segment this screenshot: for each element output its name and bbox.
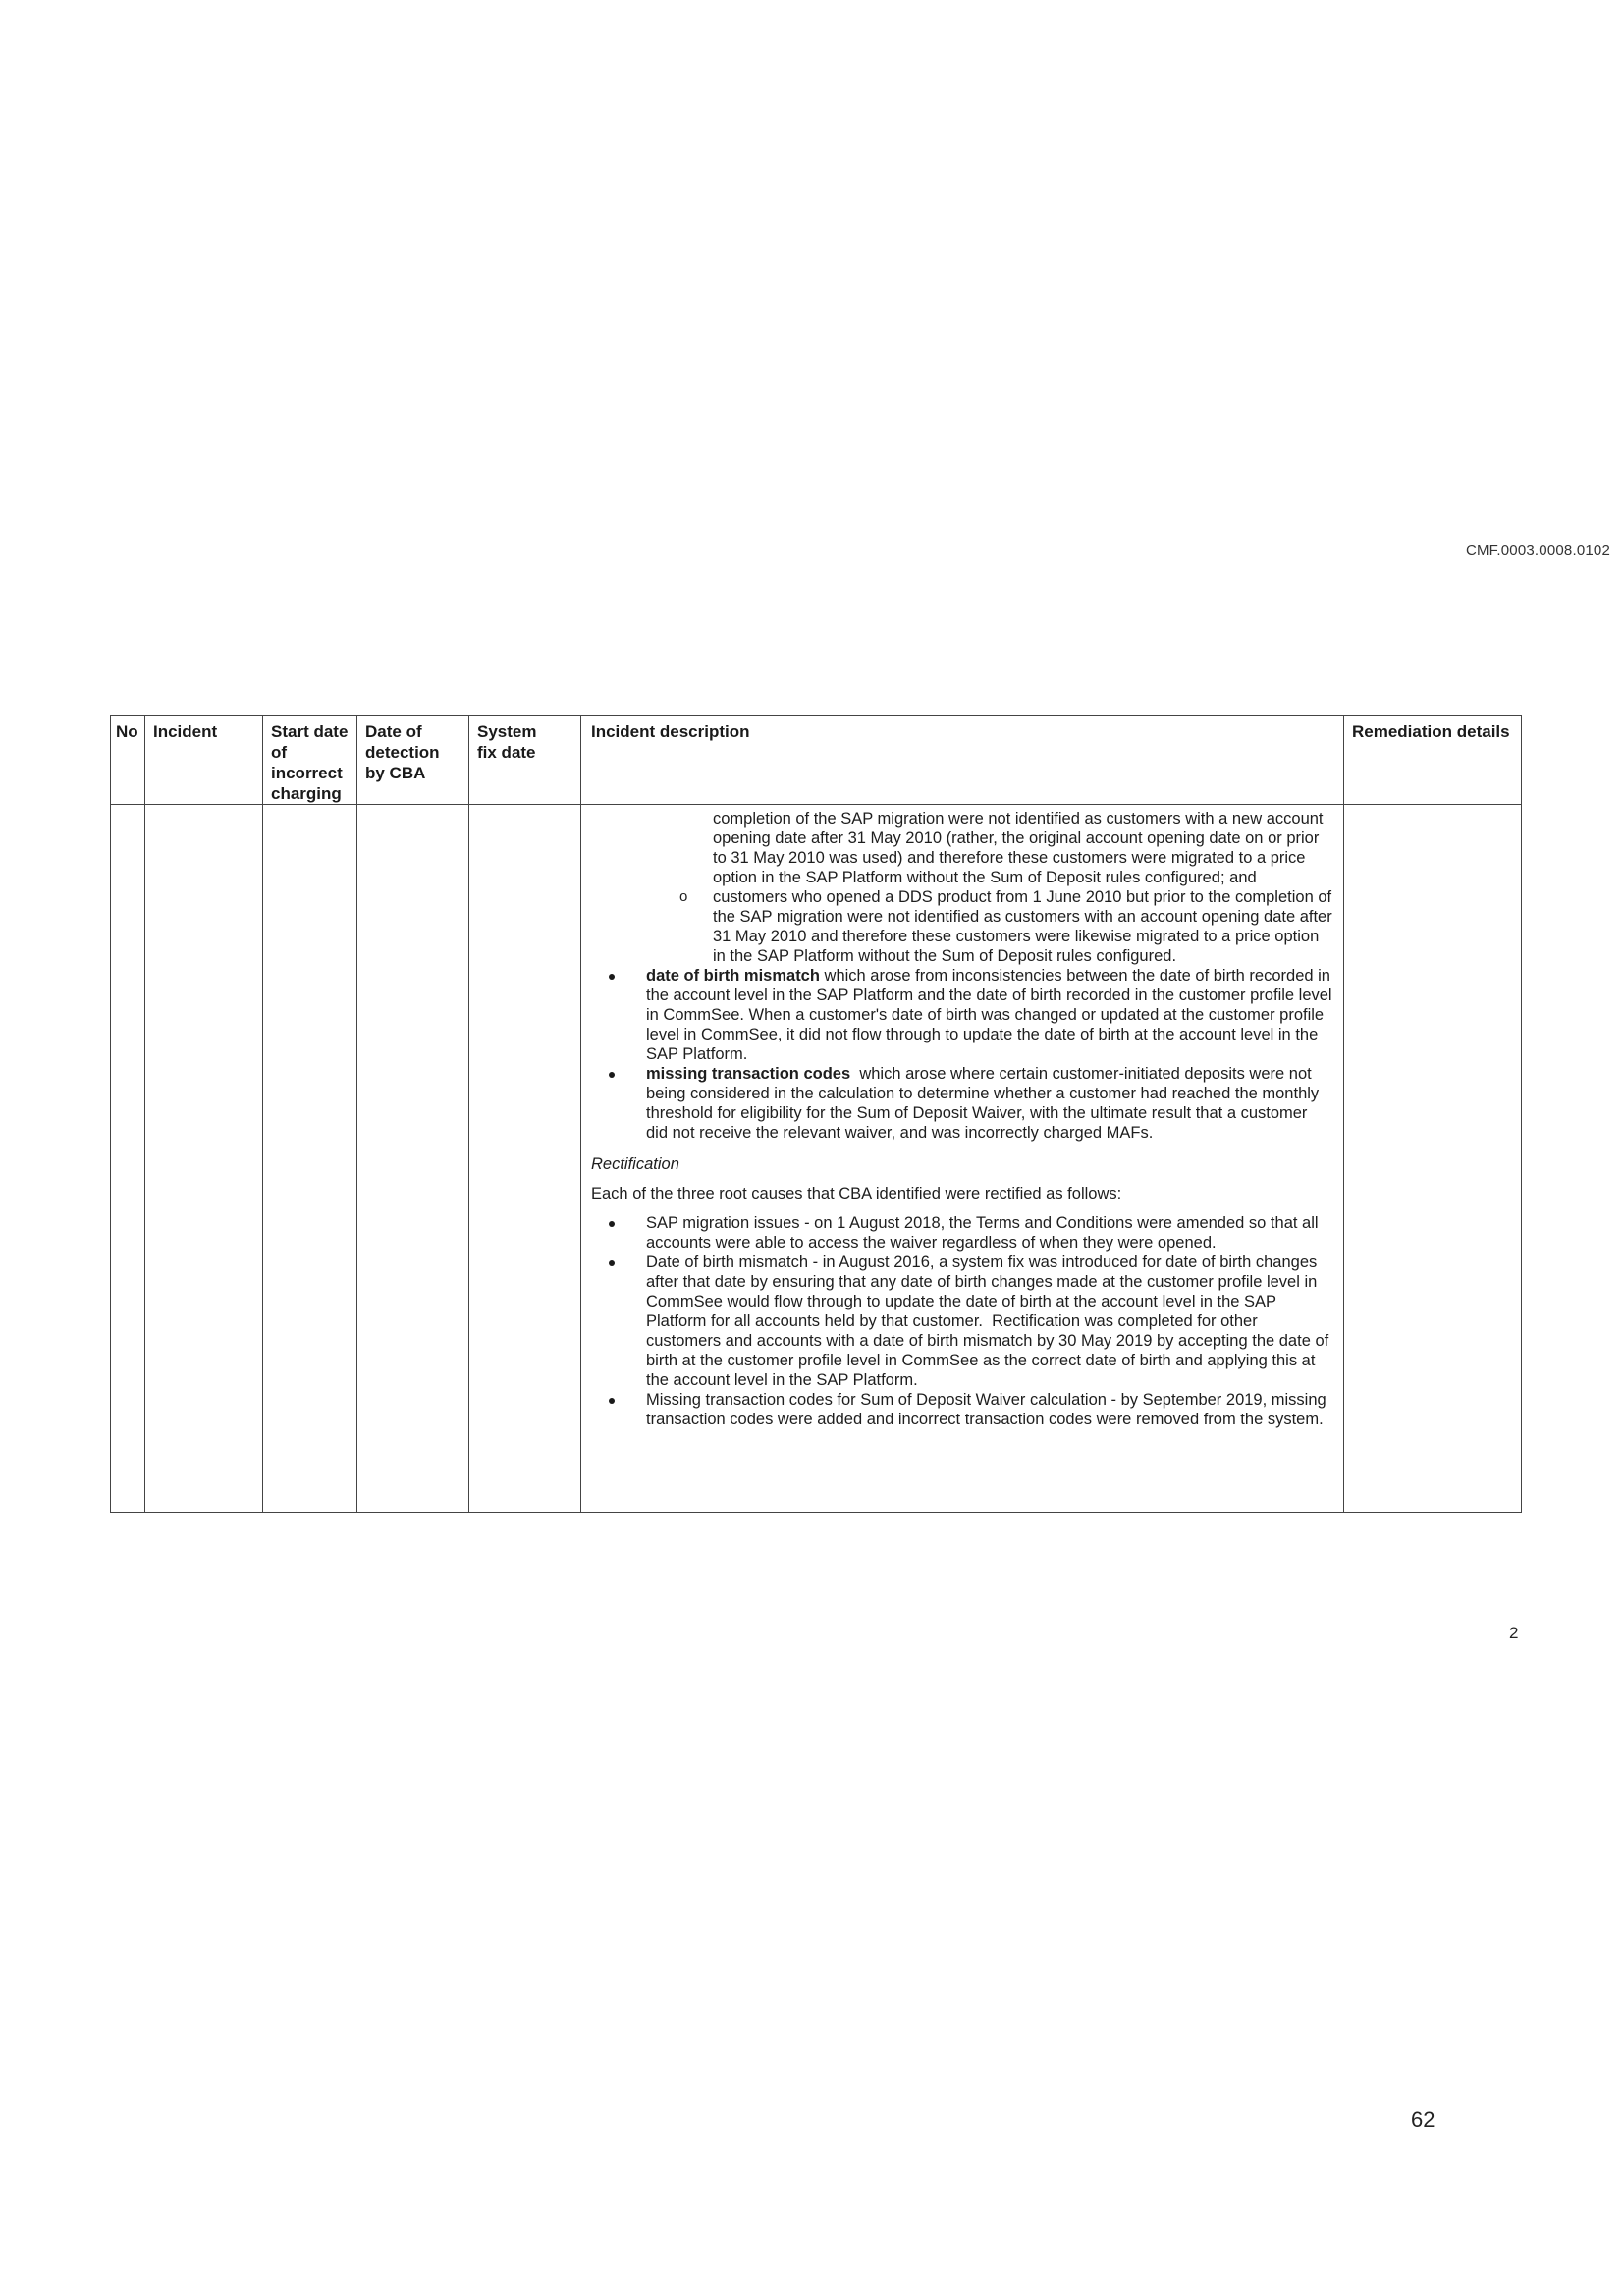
root-cause-term: date of birth mismatch	[646, 967, 820, 985]
sub-list-item	[713, 809, 1333, 887]
list-item	[646, 1213, 1333, 1253]
sub-item-text: completion of the SAP migration were not identified as customers with a new account opening date after 31 May 2010 (rather, the original account opening date on or prior to 31 May 2010 was used) and therefore these customers were migrated to a price option in the SAP Platform without the Sum of Deposit rules configured; and	[713, 810, 1324, 886]
header-system-fix: System fix date	[469, 716, 581, 805]
incident-table	[110, 715, 1522, 1513]
circle-bullet-icon: o	[679, 888, 688, 905]
bullet-icon	[609, 974, 615, 980]
root-cause-list	[591, 966, 1333, 1143]
page-number: 2	[1509, 1624, 1519, 1642]
list-item	[646, 1390, 1333, 1429]
sub-list-item	[679, 887, 1333, 966]
cell-date-detection	[357, 805, 469, 1513]
cell-remediation	[1344, 805, 1522, 1513]
header-no: No	[111, 716, 145, 805]
header-remediation: Remediation details	[1344, 716, 1522, 805]
root-cause-text: which arose where certain customer-initiated deposits were not being considered in the calculation to determine whether a customer had reached the monthly threshold for eligibility for the Sum of Deposit Waiver, with the ultimate result that a customer did not receive the relevant waiver, and was incorrectly charged MAFs.	[646, 1065, 1324, 1142]
rectification-heading: Rectification	[591, 1155, 679, 1173]
header-incident: Incident	[145, 716, 263, 805]
cell-system-fix	[469, 805, 581, 1513]
bullet-icon	[609, 1398, 615, 1404]
sub-item-text: customers who opened a DDS product from 1 June 2010 but prior to the completion of the SAP migration were not identified as customers with an account opening date after 31 May 2010 and therefore these customers were likewise migrated to a price option in the SAP Platform without the Sum of Deposit rules configured.	[713, 888, 1332, 965]
list-item	[646, 966, 1333, 1064]
cell-start-date	[263, 805, 357, 1513]
cell-no	[111, 805, 145, 1513]
root-cause-term: missing transaction codes	[646, 1065, 851, 1083]
list-item	[646, 1253, 1333, 1390]
cell-incident	[145, 805, 263, 1513]
rectification-item-text: SAP migration issues - on 1 August 2018, the Terms and Conditions were amended so that all accounts were able to access the waiver regardless of when they were opened.	[646, 1214, 1319, 1252]
sap-migration-sub-list	[591, 809, 1333, 966]
rectification-item-text: Missing transaction codes for Sum of Deposit Waiver calculation - by September 2019, missing transaction codes were added and incorrect transaction codes were removed from the system.	[646, 1391, 1326, 1428]
rectification-intro: Each of the three root causes that CBA identified were rectified as follows:	[591, 1185, 1122, 1202]
bundle-page-number: 62	[1411, 2108, 1435, 2132]
header-description: Incident description	[581, 716, 1344, 805]
header-date-detection: Date of detection by CBA	[357, 716, 469, 805]
table-header-row	[111, 716, 1522, 805]
root-cause-text: which arose from inconsistencies between the date of birth recorded in the account level in the SAP Platform and the date of birth recorded in the customer profile level in CommSee. When a customer's date of birth was changed or updated at the customer profile level in CommSee, it did not flow through to update the date of birth at the account level in the SAP Platform.	[646, 967, 1332, 1063]
bullet-icon	[609, 1221, 615, 1227]
rectification-item-text: Date of birth mismatch - in August 2016, a system fix was introduced for date of birth changes after that date by ensuring that any date of birth changes made at the customer profile level in CommSee would flow through to update the date of birth at the account level in the SAP Platform for all accounts held by that customer. Rectification was completed for other customers and accounts with a date of birth mismatch by 30 May 2019 by accepting the date of birth at the customer profile level in CommSee as the correct date of birth and applying this at the account level in the SAP Platform.	[646, 1254, 1333, 1389]
bullet-icon	[609, 1260, 615, 1266]
header-start-date: Start date of incorrect charging	[263, 716, 357, 805]
cell-description	[581, 805, 1344, 1513]
rectification-list	[591, 1213, 1333, 1429]
bullet-icon	[609, 1072, 615, 1078]
document-reference: CMF.0003.0008.0102	[1465, 542, 1610, 559]
list-item	[646, 1064, 1333, 1143]
table-row	[111, 805, 1522, 1513]
